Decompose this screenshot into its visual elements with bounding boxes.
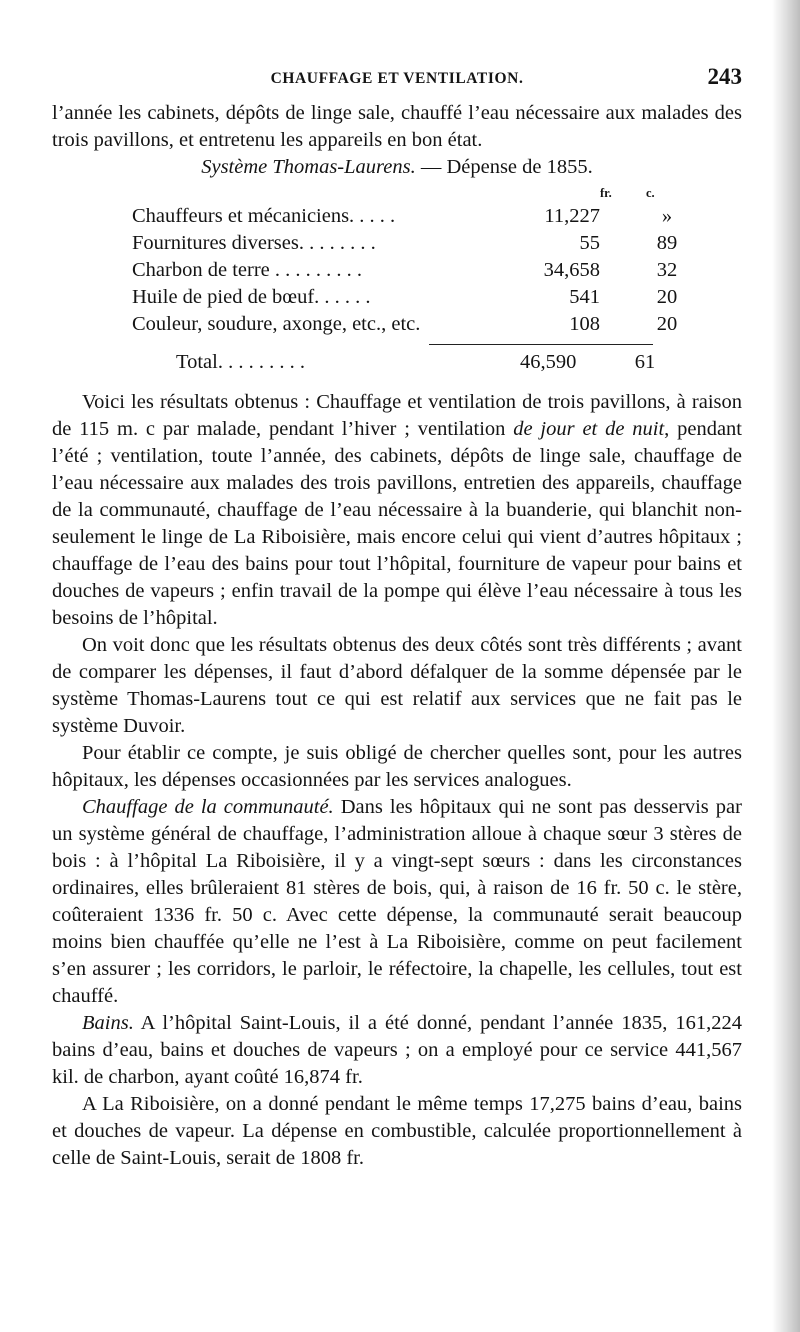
row-centimes: 20 <box>656 286 678 308</box>
paragraph-results <box>52 389 742 632</box>
paragraph-results-part1: Voici les résultats obtenus : Chauffage et ventilation de trois pavillons, à raison de 115 m. c par malade, pendant l’hiver ; ventilation <box>52 391 742 440</box>
paragraph-bains <box>52 1010 742 1091</box>
book-page <box>52 64 742 1172</box>
paragraph-comparison: On voit donc que les résultats obtenus des deux côtés sont très différents ; avant de comparer les dépenses, il faut d’abord défalquer de la somme dépensée par le système Thomas-Laurens tout ce qui est relatif aux services que ne fait pas le système Duvoir. <box>52 634 742 737</box>
paragraph-riboisiere: A La Riboisière, on a donné pendant le même temps 17,275 bains d’eau, bains et douches de vapeur. La dépense en combustible, calculée proportionnellement à celle de Saint-Louis, serait de 1808 fr. <box>52 1093 742 1169</box>
total-label: Total. . . . . . . . . <box>176 351 305 373</box>
row-centimes: » <box>661 205 673 227</box>
row-label: Chauffeurs et mécaniciens. . . . . <box>132 205 396 227</box>
paragraph-compte: Pour établir ce compte, je suis obligé de chercher quelles sont, pour les autres hôpitaux, les dépenses occasionnées par les services analogues. <box>52 742 742 791</box>
row-label: Couleur, soudure, axonge, etc., etc. <box>132 313 421 335</box>
paragraph-communaute <box>52 794 742 1010</box>
page-edge-shadow <box>772 0 800 1332</box>
table-row <box>132 311 692 338</box>
row-label: Fournitures diverses. . . . . . . . <box>132 232 376 254</box>
paragraph-communaute-text: Dans les hôpitaux qui ne sont pas desservis par un système général de chauffage, l’administration alloue à chaque sœur 3 stères de bois : à l’hôpital La Riboisière, il y a vingt-sept sœurs : dans les circonstances ordinaires, elles brûleraient 81 stères de bois, qui, à raison de 16 fr. 50 c. le stère, coûteraient 1336 fr. 50 c. Avec cette dépense, la communauté serait beaucoup moins bien chauffée qu’elle ne l’est à La Riboisière, comme on peut facilement s’en assurer ; les corridors, le parloir, le réfectoire, la chapelle, les cellules, tout est chauffé. <box>52 796 742 1007</box>
running-title: CHAUFFAGE ET VENTILATION. <box>270 70 524 87</box>
row-centimes: 20 <box>656 313 678 335</box>
paragraph-results-italic: de jour et de nuit <box>513 418 665 440</box>
table-units <box>52 183 742 203</box>
table-row <box>132 203 692 230</box>
paragraph-results-part2: , pendant l’été ; ventilation, toute l’année, des cabinets, dépôts de linge sale, chauffage de l’eau nécessaire aux malades des trois pavillons, entretien des appareils, chauffage de la communauté, chauffage de l’eau nécessaire à la buanderie, qui blanchit non-seulement le linge de La Riboisière, mais encore celui qui vient d’autres hôpitaux ; chauffage de l’eau des bains pour tout l’hôpital, fourniture de vapeur pour bains et douches de vapeurs ; enfin travail de la pompe qui élève l’eau nécessaire à tous les besoins de l’hôpital. <box>52 418 742 629</box>
total-francs: 46,590 <box>520 351 577 373</box>
row-label: Huile de pied de bœuf. . . . . . <box>132 286 371 308</box>
row-centimes: 32 <box>656 259 678 281</box>
running-head <box>52 64 742 100</box>
opening-paragraph: l’année les cabinets, dépôts de linge sale, chauffé l’eau nécessaire aux malades des trois pavillons, et entretenu les appareils en bon état. <box>52 102 742 151</box>
row-francs: 541 <box>569 286 600 308</box>
row-francs: 55 <box>579 232 600 254</box>
row-centimes: 89 <box>656 232 678 254</box>
table-row <box>132 257 692 284</box>
paragraph-bains-text: A l’hôpital Saint-Louis, il a été donné, pendant l’année 1835, 161,224 bains d’eau, bains et douches de vapeurs ; on a employé pour ce service 441,567 kil. de charbon, ayant coûté 16,874 fr. <box>52 1012 742 1088</box>
table-caption-system: Système Thomas-Laurens. <box>201 156 416 178</box>
total-rule <box>429 344 653 345</box>
paragraph-bains-heading: Bains. <box>82 1012 134 1034</box>
row-francs: 108 <box>569 313 600 335</box>
row-francs: 34,658 <box>543 259 600 281</box>
unit-centimes: c. <box>646 186 655 200</box>
page-number: 243 <box>707 64 742 89</box>
table-row <box>132 284 692 311</box>
table-row <box>132 230 692 257</box>
row-francs: 11,227 <box>544 205 600 227</box>
table-caption-rest: — Dépense de 1855. <box>415 156 593 178</box>
paragraph-communaute-heading: Chauffage de la communauté. <box>82 796 334 818</box>
total-row <box>52 347 742 377</box>
expense-table <box>132 203 692 338</box>
total-centimes: 61 <box>634 351 656 373</box>
unit-francs: fr. <box>600 186 612 200</box>
row-label: Charbon de terre . . . . . . . . . <box>132 259 362 281</box>
table-caption <box>52 154 742 181</box>
